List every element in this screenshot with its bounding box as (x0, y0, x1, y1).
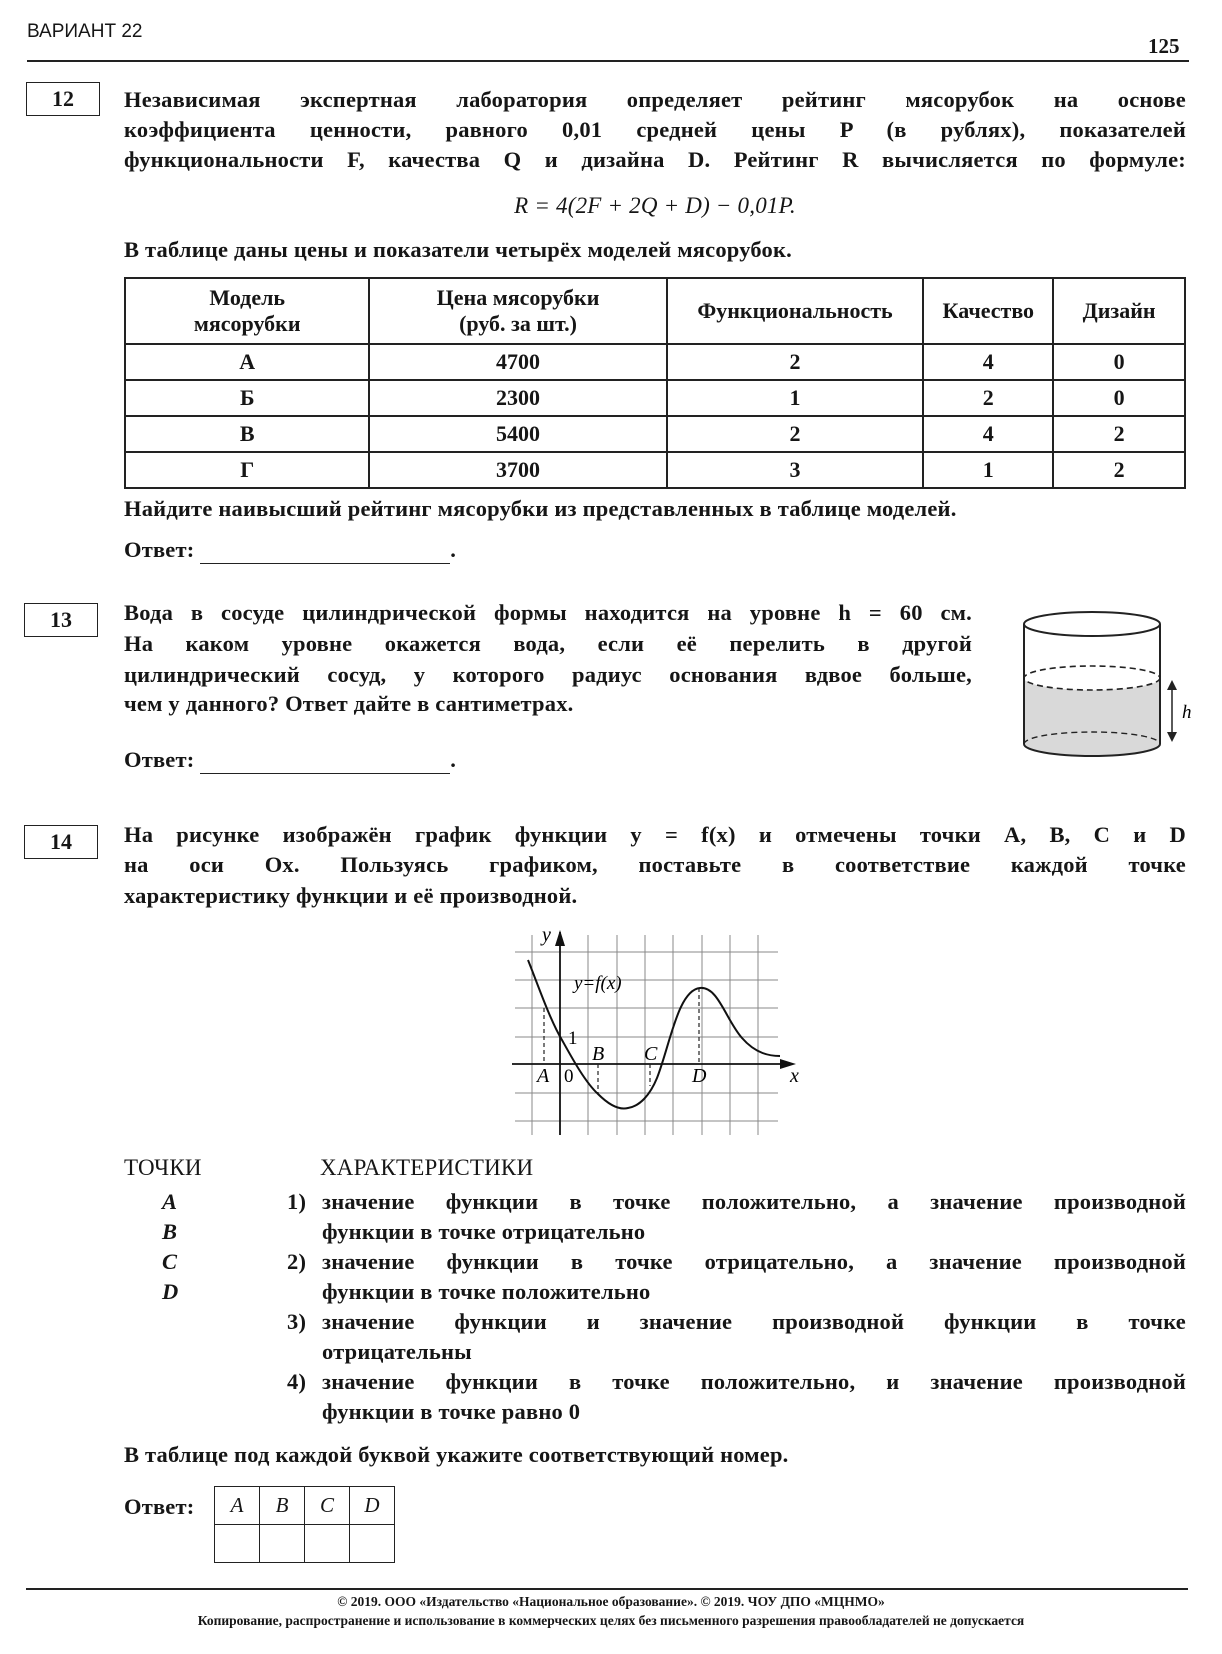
table-header-row (125, 278, 1185, 344)
answer-label: Ответ: (124, 747, 195, 772)
char-line: значение функции в точке положительно, и значение производной (322, 1369, 1186, 1394)
point-c: C (162, 1249, 178, 1274)
answer-field[interactable] (200, 751, 450, 774)
points-header: ТОЧКИ (124, 1155, 202, 1180)
function-label: y=f(x) (574, 973, 622, 994)
char-number: 3) (287, 1309, 307, 1334)
header-text: мясорубки (193, 311, 301, 336)
task13-text-line: На каком уровне окажется вода, если её перелить в другой (124, 631, 972, 656)
char-number: 1) (287, 1189, 307, 1214)
char-line: отрицательны (322, 1339, 472, 1364)
answer-column-a: A (215, 1487, 260, 1525)
answer-cell-a[interactable] (215, 1525, 260, 1563)
answer-column-b: B (260, 1487, 305, 1525)
header-cell: Функциональность (667, 278, 924, 344)
header-text: (руб. за шт.) (459, 311, 577, 336)
header-cell: Качество (923, 278, 1053, 344)
point-d-label: D (692, 1065, 707, 1087)
footer-copyright: © 2019. ООО «Издательство «Национальное образование». © 2019. ЧОУ ДПО «МЦНМО» (337, 1594, 885, 1609)
characteristics-header: ХАРАКТЕРИСТИКИ (320, 1155, 534, 1180)
rating-formula: R = 4(2F + 2Q + D) − 0,01P. (514, 193, 796, 218)
answer-cell-c[interactable] (305, 1525, 350, 1563)
answer-column-c: C (305, 1487, 350, 1525)
x-label: x (790, 1065, 799, 1087)
header-cell: Дизайн (1053, 278, 1185, 344)
cell: Б (125, 380, 369, 416)
cell: 2 (667, 416, 924, 452)
task-number-14: 14 (24, 825, 98, 859)
answer-label: Ответ: (124, 537, 195, 562)
task12-answer (124, 536, 456, 564)
task-number-13: 13 (24, 603, 98, 637)
char-line: значение функции в точке отрицательно, а значение производной (322, 1249, 1186, 1274)
point-b: B (162, 1219, 178, 1244)
height-label: h (1182, 702, 1192, 723)
cell: 2 (923, 380, 1053, 416)
y-label: y (542, 924, 551, 946)
point-d: D (162, 1279, 179, 1304)
answer-column-d: D (350, 1487, 395, 1525)
cell: 0 (1053, 344, 1185, 380)
task12-text-line: функциональности F, качества Q и дизайна D. Рейтинг R вычисляется по формуле: (124, 147, 1186, 172)
task14-instruction: В таблице под каждой буквой укажите соответствующий номер. (124, 1442, 789, 1467)
cell: 2 (1053, 452, 1185, 488)
char-line: функции в точке отрицательно (322, 1219, 646, 1244)
task13-text-line: чем у данного? Ответ дайте в сантиметрах. (124, 691, 574, 716)
origin-label: 0 (564, 1066, 574, 1087)
page-number: 125 (1148, 34, 1180, 58)
cell: 4700 (369, 344, 666, 380)
point-a-label: A (537, 1065, 550, 1087)
task12-question: Найдите наивысший рейтинг мясорубки из представленных в таблице моделей. (124, 496, 957, 521)
cell: 4 (923, 344, 1053, 380)
task14-text-line: характеристику функции и её производной. (124, 883, 578, 908)
header-cell (125, 278, 369, 344)
cell: 2 (1053, 416, 1185, 452)
table-row (125, 452, 1185, 488)
point-a: A (162, 1189, 178, 1214)
cell: Г (125, 452, 369, 488)
answer-cell-b[interactable] (260, 1525, 305, 1563)
y-arrow (555, 930, 565, 946)
cell: 3700 (369, 452, 666, 488)
cylinder-figure (1006, 606, 1196, 766)
footer-notice: Копирование, распространение и использование в коммерческих целях без письменного разрешения правообладателей не допускается (197, 1613, 1025, 1628)
answer-table (214, 1486, 395, 1563)
answer-cell-d[interactable] (350, 1525, 395, 1563)
cell: 2300 (369, 380, 666, 416)
char-line: функции в точке равно 0 (322, 1399, 581, 1424)
meat-grinder-table (124, 277, 1186, 489)
char-number: 2) (287, 1249, 307, 1274)
cylinder-top (1024, 612, 1160, 636)
task14-text-line: на оси Ox. Пользуясь графиком, поставьте в соответствие каждой точке (124, 852, 1186, 877)
period: . (450, 537, 457, 562)
cell: В (125, 416, 369, 452)
table-row (125, 380, 1185, 416)
table-row (125, 344, 1185, 380)
cell: 0 (1053, 380, 1185, 416)
task12-text-line: коэффициента ценности, равного 0,01 средней цены P (в рублях), показателей (124, 117, 1186, 142)
cell: 1 (667, 380, 924, 416)
period: . (450, 747, 457, 772)
header-rule (27, 60, 1189, 62)
function-graph (480, 910, 810, 1140)
char-line: значение функции и значение производной функции в точке (322, 1309, 1186, 1334)
task13-text-line: цилиндрический сосуд, у которого радиус основания вдвое больше, (124, 662, 972, 687)
table-row (125, 416, 1185, 452)
cell: 2 (667, 344, 924, 380)
point-c-label: C (644, 1043, 658, 1065)
water-level (1024, 666, 1160, 690)
task14-answer-label: Ответ: (124, 1494, 195, 1519)
char-line: функции в точке положительно (322, 1279, 651, 1304)
point-b-label: B (592, 1043, 605, 1065)
header-text: Цена мясорубки (436, 285, 600, 310)
char-number: 4) (287, 1369, 307, 1394)
variant-label: ВАРИАНТ 22 (27, 21, 143, 42)
cell: А (125, 344, 369, 380)
table-caption: В таблице даны цены и показатели четырёх моделей мясорубок. (124, 237, 792, 262)
cell: 3 (667, 452, 924, 488)
cell: 4 (923, 416, 1053, 452)
cell: 5400 (369, 416, 666, 452)
footer-rule (26, 1588, 1188, 1590)
cell: 1 (923, 452, 1053, 488)
header-text: Модель (209, 285, 286, 310)
task14-text-line: На рисунке изображён график функции y = f(x) и отмечены точки A, B, C и D (124, 822, 1186, 847)
task13-text-line: Вода в сосуде цилиндрической формы находится на уровне h = 60 см. (124, 600, 972, 625)
answer-field[interactable] (200, 541, 450, 564)
task12-text-line: Независимая экспертная лаборатория определяет рейтинг мясорубок на основе (124, 87, 1186, 112)
char-line: значение функции в точке положительно, а значение производной (322, 1189, 1186, 1214)
task-number-12: 12 (26, 82, 100, 116)
unit-label: 1 (568, 1028, 578, 1049)
task13-answer (124, 746, 456, 774)
header-cell (369, 278, 666, 344)
